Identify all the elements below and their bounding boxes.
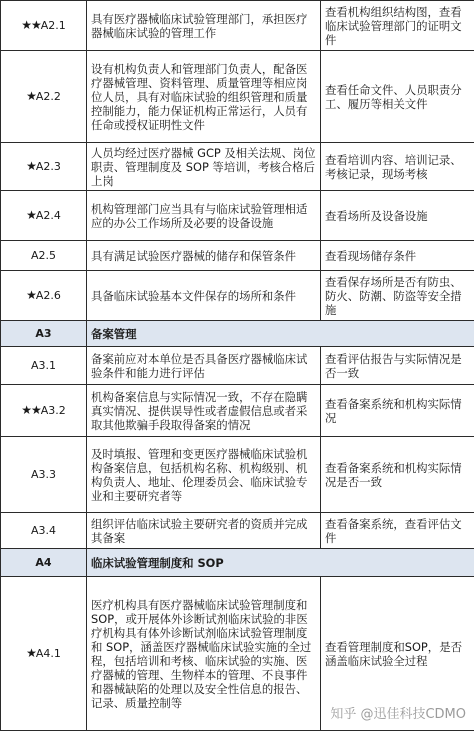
requirement-cell: 机构备案信息与实际情况一致，不存在隐瞒真实情况、提供误导性或者虚假信息或者采取其他欺骗手段取得备案的情况 [87,385,321,437]
item-code-cell [1,385,87,437]
section-title: 临床试验管理制度和 SOP [87,549,474,577]
table-row [1,51,474,143]
section-title: 备案管理 [87,321,474,347]
item-code-cell [1,271,87,321]
item-code: A2.6 [35,289,61,302]
star-marker: ★★ [21,18,41,32]
item-code-cell [1,241,87,271]
section-code: A3 [1,321,87,347]
method-cell: 查看任命文件、人员职责分工、履历等相关文件 [321,51,474,143]
method-cell: 查看管理制度和SOP，是否涵盖临床试验全过程 [321,577,474,731]
method-cell: 查看备案系统和机构实际情况 [321,385,474,437]
table-row [1,385,474,437]
item-code: A2.2 [35,90,61,103]
requirement-cell: 组织评估临床试验主要研究者的资质并完成其备案 [87,513,321,549]
item-code: A3.2 [40,404,66,417]
star-marker: ★ [26,89,36,103]
item-code: A2.5 [30,249,57,262]
section-header-row [1,549,474,577]
star-marker: ★ [26,288,36,302]
table-row [1,241,474,271]
watermark: 知乎 @迅佳科技CDMO [330,707,466,722]
table-row [1,1,474,51]
method-cell: 查看现场储存条件 [321,241,474,271]
method-cell: 查看场所及设备设施 [321,191,474,241]
item-code: A3.3 [30,468,57,481]
section-code: A4 [1,549,87,577]
section-header-row [1,321,474,347]
item-code-cell [1,51,87,143]
table-row [1,271,474,321]
requirement-cell: 机构管理部门应当具有与临床试验管理相适应的办公工作场所及必要的设备设施 [87,191,321,241]
method-cell: 查看培训内容、培训记录、考核记录，现场考核 [321,143,474,191]
item-code-cell [1,513,87,549]
requirement-cell: 备案前应对本单位是否具备医疗器械临床试验条件和能力进行评估 [87,347,321,385]
item-code: A2.1 [40,19,66,32]
item-code: A3.1 [30,359,57,372]
table-row [1,437,474,513]
table-row [1,347,474,385]
item-code: A2.3 [35,160,61,173]
table-row [1,513,474,549]
star-marker: ★ [26,646,36,660]
item-code-cell [1,437,87,513]
method-cell: 查看备案系统，查看评估文件 [321,513,474,549]
method-cell: 查看备案系统和机构实际情况是否一致 [321,437,474,513]
item-code-cell [1,191,87,241]
requirement-cell: 具有医疗器械临床试验管理部门，承担医疗器械临床试验的管理工作 [87,1,321,51]
requirement-cell: 人员均经过医疗器械 GCP 及相关法规、岗位职责、管理制度及 SOP 等培训，考核合格后上岗 [87,143,321,191]
requirement-cell: 具有满足试验医疗器械的储存和保管条件 [87,241,321,271]
method-cell: 查看保存场所是否有防虫、防火、防潮、防盗等安全措施 [321,271,474,321]
table-row [1,143,474,191]
item-code: A4.1 [35,647,61,660]
item-code-cell [1,143,87,191]
item-code-cell [1,1,87,51]
star-marker: ★ [26,159,36,173]
requirement-cell: 设有机构负责人和管理部门负责人，配备医疗器械管理、资料管理、质量管理等相应岗位人员，具有对临床试验的组织管理和质量控制能力，能力保证机构正常运行，人员有任命或授权证明性文件 [87,51,321,143]
requirement-cell: 具备临床试验基本文件保存的场所和条件 [87,271,321,321]
requirement-cell: 及时填报、管理和变更医疗器械临床试验机构备案信息，包括机构名称、机构级别、机构负责人、地址、伦理委员会、临床试验专业和主要研究者等 [87,437,321,513]
item-code-cell [1,577,87,731]
table-row [1,191,474,241]
item-code: A2.4 [35,209,61,222]
method-cell: 查看机构组织结构图，查看临床试验管理部门的证明文件 [321,1,474,51]
star-marker: ★★ [21,403,41,417]
item-code: A3.4 [30,524,57,537]
item-code-cell [1,347,87,385]
star-marker: ★ [26,208,36,222]
requirement-cell: 医疗机构具有医疗器械临床试验管理制度和 SOP，或开展体外诊断试剂临床试验的非医疗机构具有体外诊断试剂临床试验管理制度和 SOP，涵盖医疗器械临床试验实施的全过程，包括培训和考核、临床试验的实施、医疗器械的管理、生物样本的管理、不良事件和器械缺陷的处理以及安全性信息的报告、记录、质量控制等 [87,577,321,731]
method-cell: 查看评估报告与实际情况是否一致 [321,347,474,385]
